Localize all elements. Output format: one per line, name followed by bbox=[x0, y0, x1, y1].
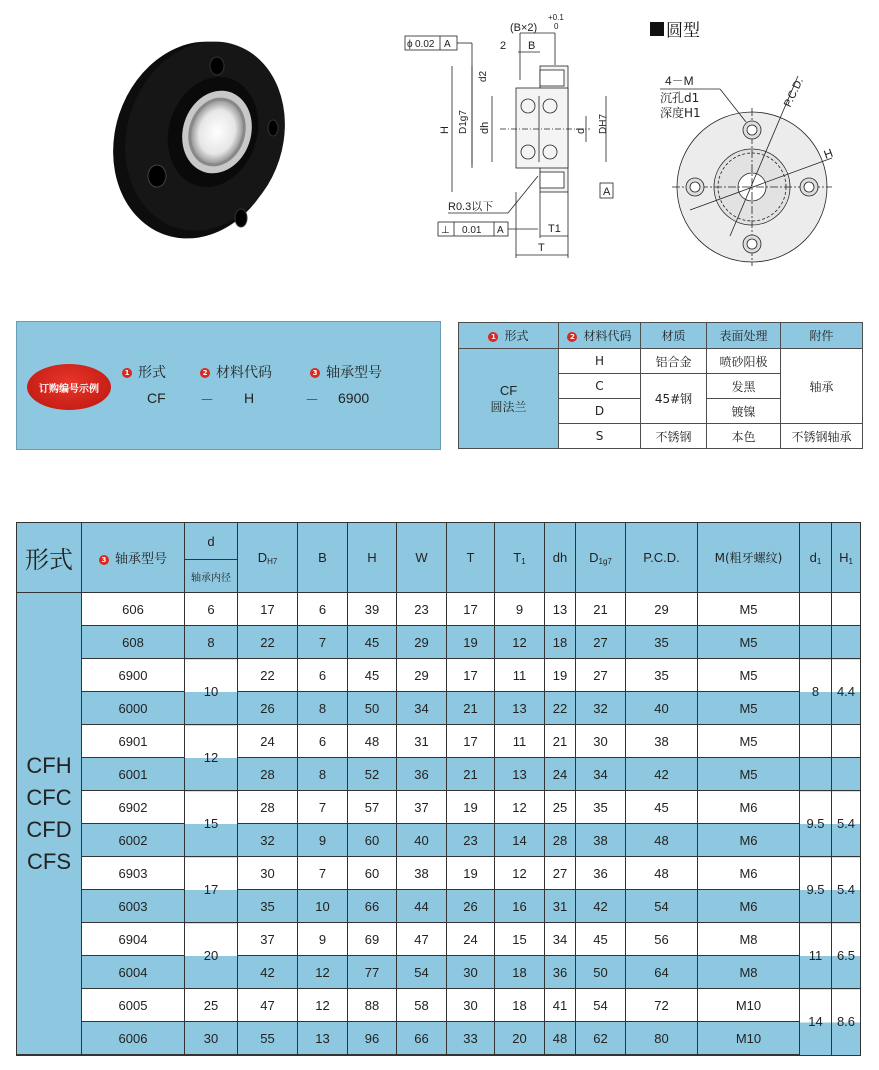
cell-b: 7 bbox=[298, 626, 348, 659]
cell-h: 39 bbox=[348, 593, 397, 626]
number-1-icon: 1 bbox=[122, 368, 132, 378]
cell-w: 23 bbox=[397, 593, 447, 626]
order-field-form-label: 1 形式 bbox=[122, 362, 166, 382]
cell-b: 7 bbox=[298, 791, 348, 824]
cell-bearing: 6000 bbox=[82, 692, 185, 725]
material-row: C 45#钢 发黑 bbox=[459, 374, 863, 399]
cell-d: 17 bbox=[185, 857, 238, 923]
cell-bearing: 6006 bbox=[82, 1022, 185, 1056]
header-h1: $H_1$ bbox=[832, 523, 861, 593]
cell-d: 10 bbox=[185, 659, 238, 725]
cell-t1: 15 bbox=[495, 923, 545, 956]
svg-text:A: A bbox=[497, 225, 504, 236]
cell-dh: 34 bbox=[545, 923, 576, 956]
cell-pcd: 35 bbox=[626, 659, 698, 692]
cell-h1 bbox=[832, 593, 861, 626]
cell-bearing: 6001 bbox=[82, 758, 185, 791]
cell-t: 17 bbox=[447, 659, 495, 692]
cell-t1: 13 bbox=[495, 758, 545, 791]
cell-b: 12 bbox=[298, 989, 348, 1022]
cell-d: 6 bbox=[185, 593, 238, 626]
cell-h: 45 bbox=[348, 659, 397, 692]
cell-dh: 13 bbox=[545, 593, 576, 626]
cell-bearing: 6902 bbox=[82, 791, 185, 824]
cell-t: 30 bbox=[447, 956, 495, 989]
cell-d1g7: 62 bbox=[576, 1022, 626, 1056]
cell-b: 8 bbox=[298, 692, 348, 725]
svg-text:B: B bbox=[528, 40, 536, 52]
cell-h1 bbox=[832, 725, 861, 758]
spec-table bbox=[16, 522, 861, 1056]
order-separator-2: － bbox=[305, 392, 319, 408]
cell-d1g7: 38 bbox=[576, 824, 626, 857]
cell-h: 96 bbox=[348, 1022, 397, 1056]
cell-h: 50 bbox=[348, 692, 397, 725]
svg-text:0.01: 0.01 bbox=[462, 225, 482, 236]
svg-text:T: T bbox=[538, 242, 545, 254]
cell-d1g7: 35 bbox=[576, 791, 626, 824]
svg-text:⊥: ⊥ bbox=[441, 225, 450, 236]
table-row bbox=[17, 890, 861, 923]
svg-text:R0.3以下: R0.3以下 bbox=[448, 201, 494, 213]
cell-dh7: 26 bbox=[238, 692, 298, 725]
cell-bearing: 6901 bbox=[82, 725, 185, 758]
cell-t1: 13 bbox=[495, 692, 545, 725]
header-dh: dh bbox=[545, 523, 576, 593]
cell-h1: 4.4 bbox=[832, 659, 861, 725]
cell-dh7: 30 bbox=[238, 857, 298, 890]
cell-pcd: 40 bbox=[626, 692, 698, 725]
number-1-icon: 1 bbox=[488, 332, 498, 342]
cell-b: 6 bbox=[298, 725, 348, 758]
cell-dh7: 28 bbox=[238, 791, 298, 824]
cell-m: M5 bbox=[698, 758, 800, 791]
svg-text:DH7: DH7 bbox=[598, 113, 609, 134]
cell-m: M8 bbox=[698, 923, 800, 956]
cell-h: 77 bbox=[348, 956, 397, 989]
cell-t1: 12 bbox=[495, 791, 545, 824]
cell-h1: 6.5 bbox=[832, 923, 861, 989]
cell-w: 36 bbox=[397, 758, 447, 791]
cell-dh7: 28 bbox=[238, 758, 298, 791]
cell-d1 bbox=[800, 725, 832, 758]
header-t: T bbox=[447, 523, 495, 593]
shared-accessory-cell: 轴承 bbox=[781, 349, 863, 424]
table-row bbox=[17, 626, 861, 659]
cell-bearing: 6903 bbox=[82, 857, 185, 890]
cell-pcd: 54 bbox=[626, 890, 698, 923]
form-code: CFC bbox=[26, 784, 72, 810]
svg-text:+0.1: +0.1 bbox=[548, 13, 564, 22]
cell-w: 31 bbox=[397, 725, 447, 758]
cell-d: 20 bbox=[185, 923, 238, 989]
cell-d: 30 bbox=[185, 1022, 238, 1056]
header-t1: $T_1$ bbox=[495, 523, 545, 593]
table-row bbox=[17, 824, 861, 857]
cell-bearing: 608 bbox=[82, 626, 185, 659]
cell-w: 44 bbox=[397, 890, 447, 923]
cell-m: M5 bbox=[698, 593, 800, 626]
cell-h1: 5.4 bbox=[832, 791, 861, 857]
cell-t1: 20 bbox=[495, 1022, 545, 1056]
order-example-badge: 订购编号示例 bbox=[27, 364, 111, 410]
cell-dh: 24 bbox=[545, 758, 576, 791]
material-table bbox=[458, 322, 863, 449]
cell-b: 12 bbox=[298, 956, 348, 989]
cell-d1 bbox=[800, 626, 832, 659]
cell-h1 bbox=[832, 758, 861, 791]
cell-dh7: 22 bbox=[238, 626, 298, 659]
cell-b: 9 bbox=[298, 824, 348, 857]
table-row bbox=[17, 725, 861, 758]
cell-w: 29 bbox=[397, 659, 447, 692]
svg-text:沉孔d1: 沉孔d1 bbox=[660, 91, 700, 105]
cell-h: 48 bbox=[348, 725, 397, 758]
cell-t1: 12 bbox=[495, 857, 545, 890]
cell-t1: 16 bbox=[495, 890, 545, 923]
svg-text:d: d bbox=[575, 127, 587, 134]
cell-t: 26 bbox=[447, 890, 495, 923]
svg-text:T1: T1 bbox=[548, 223, 561, 235]
header-m: M(粗牙螺纹) bbox=[698, 523, 800, 593]
cell-m: M6 bbox=[698, 824, 800, 857]
cell-t: 23 bbox=[447, 824, 495, 857]
product-photo bbox=[105, 28, 285, 248]
cell-m: M5 bbox=[698, 725, 800, 758]
number-2-icon: 2 bbox=[567, 332, 577, 342]
number-3-icon: 3 bbox=[310, 368, 320, 378]
cell-m: M5 bbox=[698, 692, 800, 725]
table-row bbox=[17, 659, 861, 692]
cell-t: 19 bbox=[447, 857, 495, 890]
cell-bearing: 6002 bbox=[82, 824, 185, 857]
table-row bbox=[17, 1022, 861, 1056]
svg-text:0.02: 0.02 bbox=[415, 39, 435, 50]
svg-text:H: H bbox=[439, 126, 451, 134]
cell-w: 54 bbox=[397, 956, 447, 989]
svg-text:4－M: 4－M bbox=[665, 74, 694, 88]
header-pcd: P.C.D. bbox=[626, 523, 698, 593]
cell-d1: 14 bbox=[800, 989, 832, 1056]
header-w: W bbox=[397, 523, 447, 593]
cell-h1: 5.4 bbox=[832, 857, 861, 923]
cell-pcd: 48 bbox=[626, 824, 698, 857]
cell-h: 69 bbox=[348, 923, 397, 956]
header-d1g7: $D_{1g7}$ bbox=[576, 523, 626, 593]
cell-d1: 9.5 bbox=[800, 791, 832, 857]
table-row bbox=[17, 692, 861, 725]
svg-text:P.C.D.: P.C.D. bbox=[781, 76, 806, 110]
cell-dh7: 42 bbox=[238, 956, 298, 989]
cell-w: 38 bbox=[397, 857, 447, 890]
table-row bbox=[17, 791, 861, 824]
cell-t: 30 bbox=[447, 989, 495, 1022]
cell-t1: 11 bbox=[495, 725, 545, 758]
spec-header-row bbox=[17, 523, 861, 560]
cell-d1: 9.5 bbox=[800, 857, 832, 923]
cell-d1g7: 32 bbox=[576, 692, 626, 725]
cell-b: 8 bbox=[298, 758, 348, 791]
front-view-drawing bbox=[640, 0, 879, 270]
cell-dh: 36 bbox=[545, 956, 576, 989]
header-accessory: 附件 bbox=[781, 323, 863, 349]
table-row bbox=[17, 956, 861, 989]
svg-text:0: 0 bbox=[554, 22, 559, 31]
cell-dh: 27 bbox=[545, 857, 576, 890]
cell-b: 9 bbox=[298, 923, 348, 956]
cell-d1: 8 bbox=[800, 659, 832, 725]
cell-h: 45 bbox=[348, 626, 397, 659]
cell-d1g7: 27 bbox=[576, 626, 626, 659]
cell-d1g7: 21 bbox=[576, 593, 626, 626]
cell-t: 17 bbox=[447, 725, 495, 758]
cell-d1g7: 54 bbox=[576, 989, 626, 1022]
form-codes-cell bbox=[17, 593, 82, 1056]
cell-bearing: 6904 bbox=[82, 923, 185, 956]
cell-d1 bbox=[800, 758, 832, 791]
cell-bearing: 6900 bbox=[82, 659, 185, 692]
cell-w: 34 bbox=[397, 692, 447, 725]
header-material: 材质 bbox=[641, 323, 707, 349]
cell-dh7: 17 bbox=[238, 593, 298, 626]
side-section-drawing bbox=[400, 0, 650, 270]
material-row: S 不锈钢 本色 不锈钢轴承 bbox=[459, 424, 863, 449]
order-separator-1: － bbox=[200, 392, 214, 408]
form-code: CFS bbox=[27, 848, 71, 874]
svg-text:d2: d2 bbox=[478, 70, 489, 82]
number-2-icon: 2 bbox=[200, 368, 210, 378]
cell-t: 17 bbox=[447, 593, 495, 626]
cell-dh: 22 bbox=[545, 692, 576, 725]
cell-h: 60 bbox=[348, 857, 397, 890]
cell-t1: 14 bbox=[495, 824, 545, 857]
cell-d: 12 bbox=[185, 725, 238, 791]
cell-m: M6 bbox=[698, 791, 800, 824]
cell-dh7: 55 bbox=[238, 1022, 298, 1056]
cell-d1: 11 bbox=[800, 923, 832, 989]
svg-text:深度H1: 深度H1 bbox=[660, 106, 701, 120]
cell-h1: 8.6 bbox=[832, 989, 861, 1056]
cell-dh7: 35 bbox=[238, 890, 298, 923]
cell-h: 66 bbox=[348, 890, 397, 923]
header-dh7: $D_{H7}$ bbox=[238, 523, 298, 593]
cell-dh: 28 bbox=[545, 824, 576, 857]
cell-t: 33 bbox=[447, 1022, 495, 1056]
table-row bbox=[17, 593, 861, 626]
cell-t1: 18 bbox=[495, 956, 545, 989]
cell-t: 19 bbox=[447, 791, 495, 824]
order-value-bearing: 6900 bbox=[338, 390, 370, 406]
cell-w: 37 bbox=[397, 791, 447, 824]
cell-m: M6 bbox=[698, 890, 800, 923]
order-value-material: H bbox=[244, 390, 255, 406]
bx2-label: (B×2) bbox=[510, 22, 538, 34]
cell-pcd: 48 bbox=[626, 857, 698, 890]
cell-t1: 18 bbox=[495, 989, 545, 1022]
cell-t: 19 bbox=[447, 626, 495, 659]
svg-text:ϕ: ϕ bbox=[407, 39, 413, 50]
cell-bearing: 6005 bbox=[82, 989, 185, 1022]
table-row bbox=[17, 758, 861, 791]
cell-b: 13 bbox=[298, 1022, 348, 1056]
cell-d1 bbox=[800, 593, 832, 626]
header-d: d bbox=[185, 523, 238, 560]
cell-pcd: 35 bbox=[626, 626, 698, 659]
cell-d1g7: 50 bbox=[576, 956, 626, 989]
cell-h: 88 bbox=[348, 989, 397, 1022]
cell-bearing: 6003 bbox=[82, 890, 185, 923]
header-bearing: 3 轴承型号 bbox=[82, 523, 185, 593]
cell-m: M10 bbox=[698, 989, 800, 1022]
cell-dh7: 37 bbox=[238, 923, 298, 956]
front-view-title: 圆型 bbox=[650, 16, 700, 41]
cell-b: 6 bbox=[298, 659, 348, 692]
svg-text:dh: dh bbox=[479, 121, 491, 134]
cell-dh: 21 bbox=[545, 725, 576, 758]
cell-h: 57 bbox=[348, 791, 397, 824]
cell-dh7: 47 bbox=[238, 989, 298, 1022]
cell-dh: 41 bbox=[545, 989, 576, 1022]
cell-dh: 48 bbox=[545, 1022, 576, 1056]
material-row: CF 圆法兰 H 铝合金 喷砂阳极 轴承 bbox=[459, 349, 863, 374]
cell-t1: 11 bbox=[495, 659, 545, 692]
cell-t1: 12 bbox=[495, 626, 545, 659]
order-field-bearing-label: 3 轴承型号 bbox=[310, 362, 382, 382]
order-value-form: CF bbox=[147, 390, 166, 406]
form-code: CFD bbox=[26, 816, 72, 842]
cell-dh: 25 bbox=[545, 791, 576, 824]
cell-h1 bbox=[832, 626, 861, 659]
cell-m: M6 bbox=[698, 857, 800, 890]
header-surface: 表面处理 bbox=[707, 323, 781, 349]
cell-b: 10 bbox=[298, 890, 348, 923]
table-row bbox=[17, 989, 861, 1022]
cell-dh: 18 bbox=[545, 626, 576, 659]
cell-pcd: 56 bbox=[626, 923, 698, 956]
material-table-header bbox=[459, 323, 863, 349]
cell-d1g7: 30 bbox=[576, 725, 626, 758]
cell-pcd: 64 bbox=[626, 956, 698, 989]
cell-w: 29 bbox=[397, 626, 447, 659]
header-material-code: 2 材料代码 bbox=[559, 323, 641, 349]
cell-d: 25 bbox=[185, 989, 238, 1022]
cell-pcd: 45 bbox=[626, 791, 698, 824]
cell-d1g7: 45 bbox=[576, 923, 626, 956]
cell-m: M8 bbox=[698, 956, 800, 989]
cell-b: 7 bbox=[298, 857, 348, 890]
cell-w: 40 bbox=[397, 824, 447, 857]
header-form: 1 形式 bbox=[459, 323, 559, 349]
material-row: D 镀镍 bbox=[459, 399, 863, 424]
cell-w: 58 bbox=[397, 989, 447, 1022]
cell-d1g7: 34 bbox=[576, 758, 626, 791]
svg-text:A: A bbox=[444, 39, 451, 50]
cell-d1g7: 36 bbox=[576, 857, 626, 890]
cell-h: 60 bbox=[348, 824, 397, 857]
cell-d1g7: 42 bbox=[576, 890, 626, 923]
cell-h: 52 bbox=[348, 758, 397, 791]
cell-bearing: 606 bbox=[82, 593, 185, 626]
cell-m: M5 bbox=[698, 626, 800, 659]
table-row bbox=[17, 857, 861, 890]
svg-text:2: 2 bbox=[500, 40, 507, 52]
header-b: B bbox=[298, 523, 348, 593]
cell-t: 21 bbox=[447, 692, 495, 725]
header-d-sub: 轴承内径 bbox=[185, 560, 238, 593]
table-row bbox=[17, 923, 861, 956]
cell-b: 6 bbox=[298, 593, 348, 626]
cell-t: 24 bbox=[447, 923, 495, 956]
cell-w: 66 bbox=[397, 1022, 447, 1056]
svg-text:D1g7: D1g7 bbox=[458, 110, 469, 134]
form-code: CFH bbox=[26, 752, 72, 778]
cell-bearing: 6004 bbox=[82, 956, 185, 989]
cell-dh: 31 bbox=[545, 890, 576, 923]
cell-w: 47 bbox=[397, 923, 447, 956]
number-3-icon: 3 bbox=[99, 555, 109, 565]
svg-text:H: H bbox=[821, 145, 835, 162]
cell-pcd: 29 bbox=[626, 593, 698, 626]
cell-pcd: 42 bbox=[626, 758, 698, 791]
cell-dh7: 24 bbox=[238, 725, 298, 758]
cell-d1g7: 27 bbox=[576, 659, 626, 692]
cell-t: 21 bbox=[447, 758, 495, 791]
cell-pcd: 38 bbox=[626, 725, 698, 758]
cell-d: 15 bbox=[185, 791, 238, 857]
header-form: 形式 bbox=[17, 523, 82, 593]
cell-m: M10 bbox=[698, 1022, 800, 1056]
header-h: H bbox=[348, 523, 397, 593]
cell-pcd: 72 bbox=[626, 989, 698, 1022]
cell-dh7: 32 bbox=[238, 824, 298, 857]
cell-pcd: 80 bbox=[626, 1022, 698, 1056]
cell-m: M5 bbox=[698, 659, 800, 692]
svg-text:A: A bbox=[603, 186, 611, 198]
order-field-material-label: 2 材料代码 bbox=[200, 362, 272, 382]
cell-d: 8 bbox=[185, 626, 238, 659]
header-d1: $d_1$ bbox=[800, 523, 832, 593]
cell-dh7: 22 bbox=[238, 659, 298, 692]
cell-t1: 9 bbox=[495, 593, 545, 626]
form-cell: CF 圆法兰 bbox=[459, 349, 559, 449]
cell-dh: 19 bbox=[545, 659, 576, 692]
